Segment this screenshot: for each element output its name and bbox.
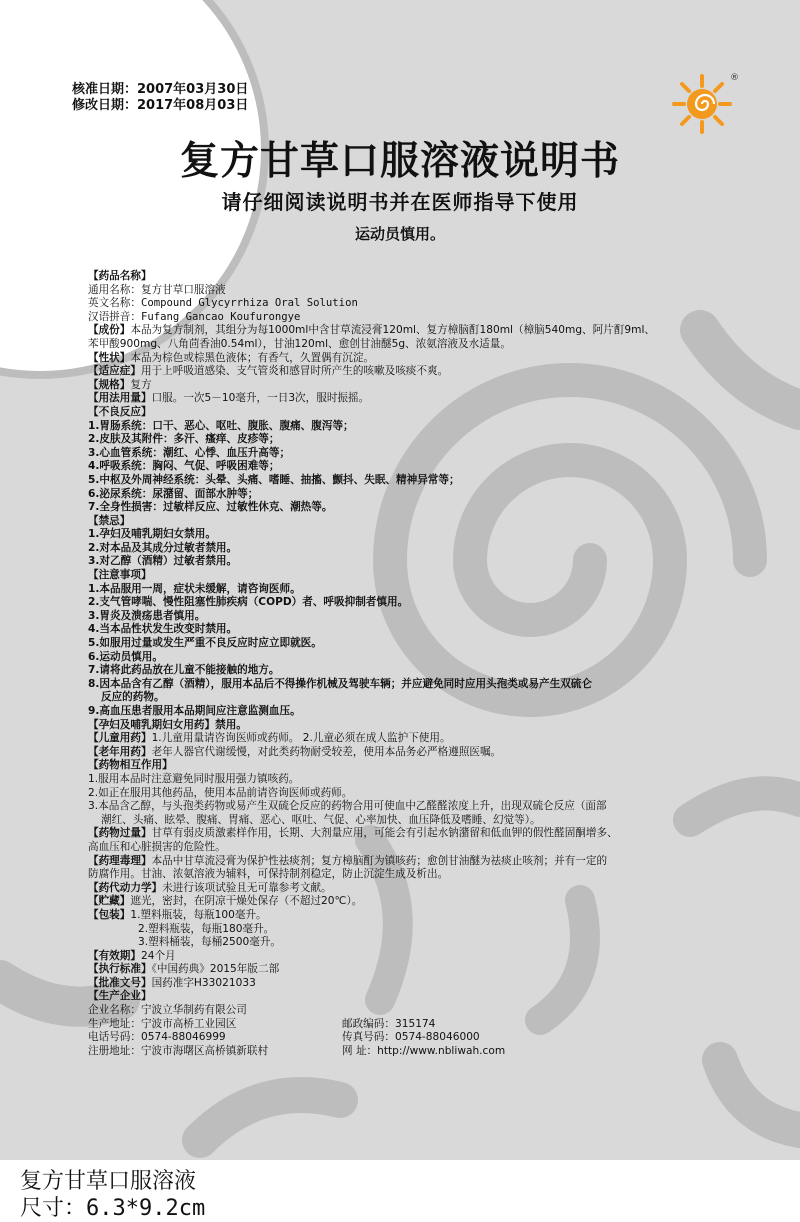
composition-section	[88, 324, 738, 338]
standard-text: 《中国药典》2015年版二部	[151, 963, 280, 976]
storage-text: 遮光，密封，在阴凉干燥处保存（不超过20℃）。	[130, 895, 363, 908]
list-item: 反应的药物。	[101, 691, 165, 704]
list-item: 3.对乙醇（酒精）过敏者禁用。	[88, 555, 238, 568]
list-item: 3.心血管系统：潮红、心悸、血压升高等；	[88, 446, 291, 459]
postcode: 邮政编码：315174	[342, 1017, 436, 1030]
dosage-section	[88, 392, 738, 406]
contraindications-heading: 【禁忌】	[88, 514, 131, 527]
overdose-section	[88, 827, 738, 841]
print-footer	[20, 1168, 205, 1222]
production-address: 生产地址：宁波市高桥工业园区	[88, 1017, 237, 1030]
athlete-warning: 运动员慎用。	[354, 225, 445, 243]
phone-row	[88, 1031, 738, 1045]
fax-number: 传真号码：0574-88046000	[342, 1031, 480, 1044]
leaflet-body	[88, 270, 738, 1058]
overdose-text-cont: 高血压和心脏损害的危险性。	[88, 840, 226, 853]
validity-section	[88, 950, 738, 964]
composition-heading: 【成份】	[88, 324, 131, 337]
spec-section	[88, 379, 738, 393]
spec-text: 复方	[130, 378, 152, 391]
pregnancy-section	[88, 719, 738, 733]
list-item: 5.如服用过量或发生严重不良反应时应立即就医。	[88, 637, 322, 650]
overdose-heading: 【药物过量】	[88, 827, 152, 840]
properties-text: 本品为棕色或棕黑色液体；有香气，久置偶有沉淀。	[130, 351, 375, 364]
registration-row	[88, 1045, 738, 1059]
pregnancy-text: 禁用。	[215, 718, 247, 731]
swirl-arm-7	[720, 1060, 800, 1130]
children-heading: 【儿童用药】	[88, 732, 152, 745]
dosage-heading: 【用法用量】	[88, 392, 152, 405]
list-item: 3.胃炎及溃疡患者慎用。	[88, 609, 206, 622]
pharmacokinetics-section	[88, 882, 738, 896]
print-size: 尺寸：6.3*9.2cm	[20, 1196, 206, 1221]
standard-heading: 【执行标准】	[88, 963, 152, 976]
elderly-heading: 【老年用药】	[88, 745, 152, 758]
list-item: 7.请将此药品放在儿童不能接触的地方。	[88, 664, 280, 677]
list-item: 2.如正在服用其他药品，使用本品前请咨询医师或药师。	[88, 786, 353, 799]
document-title: 复方甘草口服溶液说明书	[179, 138, 620, 184]
product-name: 复方甘草口服溶液	[20, 1169, 197, 1194]
properties-heading: 【性状】	[88, 351, 131, 364]
swirl-arm-6	[200, 1095, 340, 1140]
elderly-text: 老年人器官代谢缓慢，对此类药物耐受较差，使用本品务必严格遵照医嘱。	[151, 745, 502, 758]
precautions-heading: 【注意事项】	[88, 569, 152, 582]
manufacturer-heading: 【生产企业】	[88, 990, 152, 1003]
list-item: 3.塑料桶装，每桶2500毫升。	[138, 936, 282, 949]
list-item: 2.塑料瓶装，每瓶180毫升。	[138, 922, 275, 935]
approval-number-section	[88, 977, 738, 991]
list-item: 2.皮肤及其附件：多汗、瘙痒、皮疹等；	[88, 433, 280, 446]
pharmacology-section	[88, 855, 738, 869]
storage-heading: 【贮藏】	[88, 895, 131, 908]
list-item: 6.运动员慎用。	[88, 650, 163, 663]
validity-heading: 【有效期】	[88, 949, 141, 962]
package-section	[88, 909, 738, 923]
approval-date: 核准日期：2007年03月30日	[72, 82, 249, 97]
list-item: 5.中枢及外周神经系统：头晕、头痛、嗜睡、抽搐、颤抖、失眠、精神异常等；	[88, 473, 460, 486]
composition-text: 本品为复方制剂，其组分为每1000ml中含甘草流浸膏120ml、复方樟脑酊180ml（樟脑540mg、阿片酊9ml、	[130, 324, 656, 337]
spec-heading: 【规格】	[88, 378, 131, 391]
list-item: 1.胃肠系统：口干、恶心、呕吐、腹胀、腹痛、腹泻等；	[88, 419, 354, 432]
registered-mark: ®	[730, 73, 739, 83]
elderly-section	[88, 746, 738, 760]
pharmacology-text: 本品中甘草流浸膏为保护性祛痰剂；复方樟脑酊为镇咳药；愈创甘油醚为祛痰止咳剂；并有一定的	[151, 854, 608, 867]
list-item: 3.本品含乙醇，与头孢类药物或易产生双硫仑反应的药物合用可使血中乙醛醛浓度上升，出现双硫仑反应（面部	[88, 800, 607, 813]
list-item: 1.塑料瓶装，每瓶100毫升。	[130, 908, 267, 921]
website: 网 址：http://www.nbliwah.com	[342, 1044, 506, 1057]
indications-heading: 【适应症】	[88, 365, 141, 378]
english-name: 英文名称：Compound Glycyrrhiza Oral Solution	[88, 297, 358, 310]
list-item: 4.当本品性状发生改变时禁用。	[88, 623, 238, 636]
list-item: 4.呼吸系统：胸闷、气促、呼吸困难等；	[88, 460, 280, 473]
pharmacology-heading: 【药理毒理】	[88, 854, 152, 867]
registered-address: 注册地址：宁波市海曙区高桥镇新联村	[88, 1044, 269, 1057]
children-section	[88, 732, 738, 746]
storage-section	[88, 895, 738, 909]
properties-section	[88, 352, 738, 366]
interaction-heading: 【药物相互作用】	[88, 759, 173, 772]
standard-section	[88, 963, 738, 977]
list-item: 6.泌尿系统：尿潴留、面部水肿等；	[88, 487, 259, 500]
phone-number: 电话号码：0574-88046999	[88, 1031, 226, 1044]
pharmacokinetics-text: 未进行该项试验且无可靠参考文献。	[162, 881, 332, 894]
pregnancy-heading: 【孕妇及哺乳期妇女用药】	[88, 718, 216, 731]
revision-date: 修改日期：2017年08月03日	[72, 98, 249, 113]
overdose-text: 甘草有弱皮质激素样作用，长期、大剂量应用，可能会有引起水钠潴留和低血钾的假性醛固酮增多、	[151, 827, 618, 840]
pharmacology-text-cont: 防腐作用。甘油、浓氨溶液为辅料，可保持制剂稳定，防止沉淀生成及析出。	[88, 868, 449, 881]
company-name: 企业名称：宁波立华制药有限公司	[88, 1004, 247, 1017]
validity-text: 24个月	[140, 949, 176, 962]
adverse-heading: 【不良反应】	[88, 405, 152, 418]
dosage-text: 口服。一次5－10毫升，一日3次，服时振摇。	[151, 392, 370, 405]
list-item: 2.对本品及其成分过敏者禁用。	[88, 541, 238, 554]
approval-number-text: 国药准字H33021033	[151, 976, 256, 989]
list-item: 1.本品服用一周，症状未缓解，请咨询医师。	[88, 582, 301, 595]
list-item: 1.孕妇及哺乳期妇女禁用。	[88, 528, 216, 541]
indications-section	[88, 365, 738, 379]
list-item: 潮红、头痛、眩晕、腹痛、胃痛、恶心、呕吐、气促、心率加快、血压降低及嗜睡、幻觉等）。	[101, 813, 541, 826]
list-item: 7.全身性损害：过敏样反应、过敏性休克、潮热等。	[88, 501, 333, 514]
address-row	[88, 1018, 738, 1032]
composition-text-cont: 苯甲酸900mg、八角茴香油0.54ml），甘油120ml、愈创甘油醚5g、浓氨溶液及水适量。	[88, 337, 511, 350]
approval-dates	[72, 82, 248, 114]
usage-instruction: 请仔细阅读说明书并在医师指导下使用	[221, 190, 579, 214]
approval-number-heading: 【批准文号】	[88, 976, 152, 989]
children-text: 1.儿童用量请咨询医师或药师。 2.儿童必须在成人监护下使用。	[151, 732, 451, 745]
list-item: 2.支气管哮喘、慢性阻塞性肺疾病（COPD）者、呼吸抑制者慎用。	[88, 596, 409, 609]
list-item: 8.因本品含有乙醇（酒精），服用本品后不得操作机械及驾驶车辆；并应避免同时应用头孢类或易产生双硫仑	[88, 677, 592, 690]
generic-name: 通用名称：复方甘草口服溶液	[88, 283, 226, 296]
drug-name-heading: 【药品名称】	[88, 270, 152, 282]
pinyin-name: 汉语拼音：Fufang Gancao Koufurongye	[88, 310, 301, 323]
pharmacokinetics-heading: 【药代动力学】	[88, 881, 163, 894]
list-item: 1.服用本品时注意避免同时服用强力镇咳药。	[88, 772, 300, 785]
indications-text: 用于上呼吸道感染、支气管炎和感冒时所产生的咳嗽及咳痰不爽。	[140, 365, 449, 378]
list-item: 9.高血压患者服用本品期间应注意监测血压。	[88, 705, 301, 717]
package-heading: 【包装】	[88, 908, 131, 921]
